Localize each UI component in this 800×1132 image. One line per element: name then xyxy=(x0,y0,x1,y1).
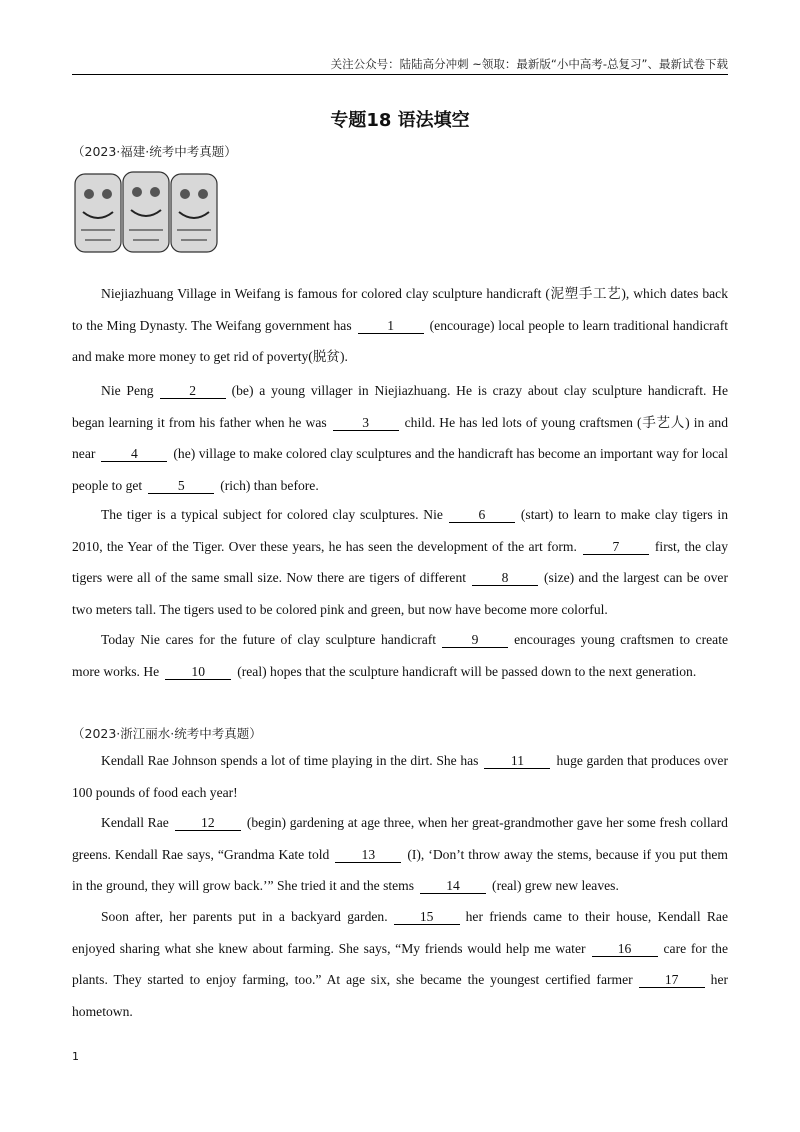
text: (real) grew new leaves. xyxy=(492,878,619,893)
paragraph xyxy=(72,278,728,373)
blank-5[interactable]: 5 xyxy=(148,479,214,494)
text: (be) a young villager in Niejiazhuang. He is crazy about clay sculpture handicraft. He began learning it from his father when he was xyxy=(72,383,729,430)
text: huge garden that produces over 100 pounds of food each year! xyxy=(72,753,728,800)
text: (rich) than before. xyxy=(220,477,319,493)
blank-13[interactable]: 13 xyxy=(335,848,401,863)
blank-16[interactable]: 16 xyxy=(592,942,658,957)
text: Nie Peng xyxy=(101,383,154,398)
text: Today Nie cares for the future of clay sculpture handicraft xyxy=(101,632,437,647)
text: Kendall Rae Johnson spends a lot of time playing in the dirt. She has xyxy=(101,753,479,768)
page-header: 关注公众号：陆陆高分冲刺 ~领取：最新版“小中高考-总复习”、最新试卷下载 xyxy=(72,56,728,75)
blank-8[interactable]: 8 xyxy=(472,571,538,586)
paragraph xyxy=(72,901,728,1027)
paragraph xyxy=(72,745,728,808)
clay-tiger-sculptures-image xyxy=(73,168,219,256)
text: (begin) gardening at age three, when her great-grandmother gave her some fresh collard greens. Kendall Rae says, “Grandma Kate told xyxy=(72,815,728,862)
text: (I), ‘Don’t throw away the stems, because if you put them in the ground, they will grow back.’” She tried it and the stems xyxy=(72,846,728,893)
blank-12[interactable]: 12 xyxy=(175,816,241,831)
text: Kendall Rae xyxy=(101,815,169,830)
section2-source: （2023·浙江丽水·统考中考真题） xyxy=(72,726,262,741)
blank-17[interactable]: 17 xyxy=(639,973,705,988)
blank-11[interactable]: 11 xyxy=(484,754,550,769)
text: (start) to learn to make clay tigers in 2010, the Year of the Tiger. Over these years, he has seen the development of the art form. xyxy=(72,507,728,554)
page-number: 1 xyxy=(72,1050,79,1063)
blank-7[interactable]: 7 xyxy=(583,540,649,555)
blank-4[interactable]: 4 xyxy=(101,447,167,462)
blank-14[interactable]: 14 xyxy=(420,879,486,894)
paragraph xyxy=(72,499,728,625)
text: encourages young craftsmen to create more works. He xyxy=(72,632,728,679)
text: first, the clay tigers were all of the same small size. Now there are tigers of different xyxy=(72,538,728,585)
paragraph xyxy=(72,807,728,902)
section1-source: （2023·福建·统考中考真题） xyxy=(72,144,237,159)
blank-1[interactable]: 1 xyxy=(358,319,424,334)
text: (size) and the largest can be over two meters tall. The tigers used to be colored pink and green, but now have become more colorful. xyxy=(72,570,728,617)
text: Niejiazhuang Village in Weifang is famous for colored clay sculpture handicraft (泥塑手工艺), which dates back to the Ming Dynasty. The Weifang government has xyxy=(72,286,728,333)
text: Soon after, her parents put in a backyard garden. xyxy=(101,909,388,924)
page-title: 专题18 语法填空 xyxy=(330,110,470,131)
text: child. He has led lots of young craftsmen (手艺人) in and near xyxy=(72,414,728,461)
blank-15[interactable]: 15 xyxy=(394,910,460,925)
blank-2[interactable]: 2 xyxy=(160,384,226,399)
text: (real) hopes that the sculpture handicraft will be passed down to the next generation. xyxy=(237,663,697,679)
text: (encourage) local people to learn traditional handicraft and make more money to get rid of poverty(脱贫). xyxy=(72,317,728,364)
paragraph xyxy=(72,375,728,501)
text: The tiger is a typical subject for colored clay sculptures. Nie xyxy=(101,507,443,522)
paragraph xyxy=(72,624,728,687)
blank-3[interactable]: 3 xyxy=(333,416,399,431)
text: care for the plants. They started to enjoy farming, too.” At age six, she became the youngest certified farmer xyxy=(72,940,728,987)
blank-9[interactable]: 9 xyxy=(442,633,508,648)
text: her hometown. xyxy=(72,972,728,1019)
text: (he) village to make colored clay sculptures and the handicraft has become an important way for local people to get xyxy=(72,446,728,493)
text: her friends came to their house, Kendall Rae enjoyed sharing what she knew about farming. She says, “My friends would help me water xyxy=(72,909,728,956)
blank-10[interactable]: 10 xyxy=(165,665,231,680)
blank-6[interactable]: 6 xyxy=(449,508,515,523)
